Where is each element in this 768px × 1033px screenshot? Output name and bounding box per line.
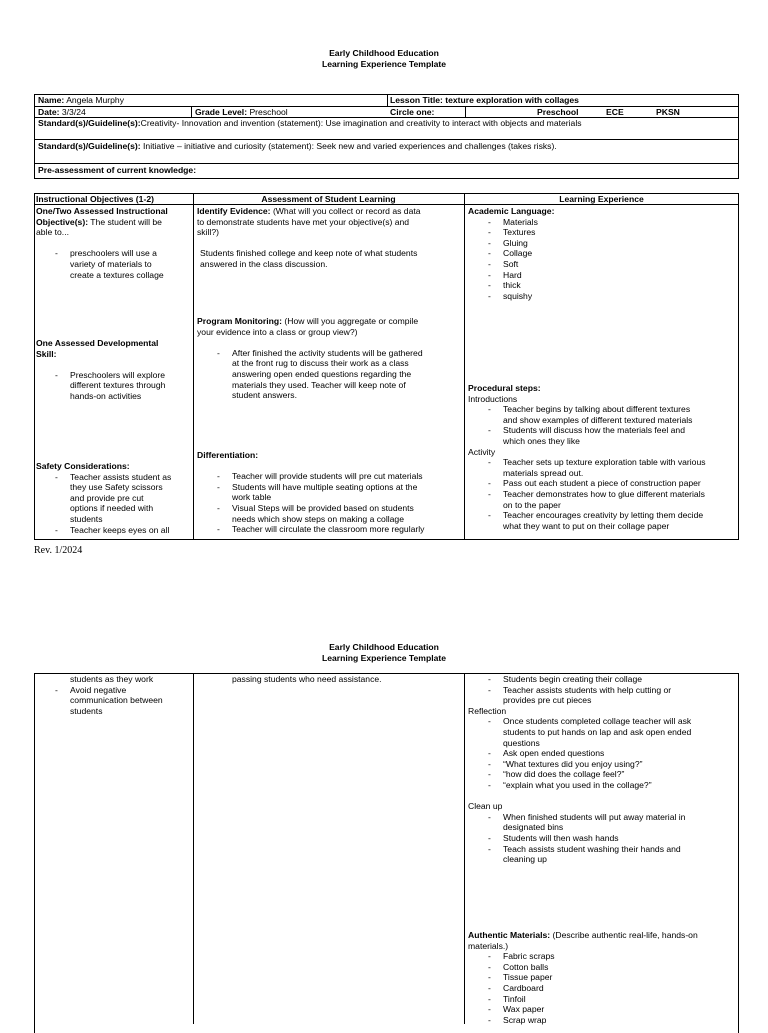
procedural-steps: Procedural steps: Introductions - Teacher begins by talking about different textures and show examples of different textured materials - Students will discuss how the materials feel and which ones they like Activity - Teacher sets up texture exploration table with various materials spread out. - Pass out each student a piece of construction paper - Teacher demonstrates how to glue different materials on to the paper - Teacher encourages creativity by letting them decide what they want to put on their collage paper <box>468 383 738 531</box>
list-item: - thick <box>503 280 738 291</box>
circle-one-label: Circle one: <box>390 107 435 117</box>
list-item: - Hard <box>503 270 738 281</box>
list-item: - Pass out each student a piece of construction paper <box>503 478 738 489</box>
list-item: - Tissue paper <box>503 972 738 983</box>
list-item: - After finished the activity students will be gathered at the front rug to discuss their work as a class answering open ended questions regarding the materials they used. Teacher will keep note of student answers. <box>232 348 462 401</box>
safety-considerations: Safety Considerations: - Teacher assists student as they use Safety scissors and provide pre cut options if needed with students - Teacher keeps eyes on all <box>36 461 191 535</box>
list-item: - Teacher encourages creativity by letting them decide what they want to put on their collage paper <box>503 510 738 531</box>
list-item: - Teacher sets up texture exploration table with various materials spread out. <box>503 457 738 478</box>
grade-level-field: Grade Level: Preschool <box>195 107 288 117</box>
list-item: - “What textures did you enjoy using?” <box>503 759 738 770</box>
list-item: - Students will have multiple seating options at the work table <box>232 482 462 503</box>
page2-header-subtitle: Learning Experience Template <box>321 653 446 663</box>
list-item: - Materials <box>503 217 738 228</box>
authentic-materials: Authentic Materials: (Describe authentic real-life, hands-on materials.) - Fabric scraps - Cotton balls - Tissue paper - Cardboard - Tinfoil - Wax paper - Scrap wrap <box>468 930 738 1025</box>
list-item: - Wax paper <box>503 1004 738 1015</box>
learning-experience-continued <box>468 674 738 865</box>
list-item: - “how did does the collage feel?” <box>503 769 738 780</box>
header-assessment: Assessment of Student Learning <box>261 194 396 204</box>
list-item: students as they work <box>70 674 154 684</box>
list-item: - When finished students will put away material in designated bins <box>503 812 738 833</box>
circle-option-ece: ECE <box>606 107 624 117</box>
header-instructional-objectives: Instructional Objectives (1-2) <box>36 194 154 204</box>
differentiation: Differentiation: - Teacher will provide students will pre cut materials - Students will have multiple seating options at the work table - Visual Steps will be provided based on students needs which show steps on making a collage - Teacher will circulate the classroom more regularly <box>197 450 462 535</box>
list-item: - Teacher will circulate the classroom more regularly <box>232 524 462 535</box>
assessment-evidence: Identify Evidence: (What will you collect or record as data to demonstrate students have met your objective(s) and skill?) Students finished college and keep note of what students answered in the class discussion. <box>197 206 421 269</box>
standard-2: Standard(s)/Guideline(s): Initiative – initiative and curiosity (statement): Seek new and varied experiences and challenges (takes risks). <box>38 141 557 151</box>
list-item: - Teacher demonstrates how to glue different materials on to the paper <box>503 489 738 510</box>
list-item: - Students begin creating their collage <box>503 674 738 685</box>
list-item: - Teacher assists students with help cutting or provides pre cut pieces <box>503 685 738 706</box>
list-item: - Teacher begins by talking about different textures and show examples of different textured materials <box>503 404 738 425</box>
revision-note: Rev. 1/2024 <box>34 545 83 556</box>
list-item: - Tinfoil <box>503 994 738 1005</box>
list-item: - Collage <box>503 248 738 259</box>
lesson-title-field: Lesson Title: texture exploration with collages <box>390 95 579 105</box>
circle-option-pksn: PKSN <box>656 107 680 117</box>
list-item: - Teach assists student washing their hands and cleaning up <box>503 844 738 865</box>
pre-assessment-label: Pre-assessment of current knowledge: <box>38 165 197 175</box>
list-item: - Gluing <box>503 238 738 249</box>
header-learning-experience: Learning Experience <box>559 194 644 204</box>
academic-language: Academic Language: - Materials - Textures - Gluing - Collage - Soft - Hard - thick - squishy <box>468 206 738 301</box>
standard-1: Standard(s)/Guideline(s):Creativity- Innovation and invention (statement): Use imagination and creativity to interact with objects and materials <box>38 118 582 128</box>
list-item: - “explain what you used in the collage?” <box>503 780 738 791</box>
objective-list <box>70 248 191 280</box>
name-field: Name: Angela Murphy <box>38 95 125 105</box>
page-header-title: Early Childhood Education <box>329 48 439 58</box>
page-header-subtitle: Learning Experience Template <box>321 59 446 69</box>
list-item: - Fabric scraps <box>503 951 738 962</box>
list-item: - Teacher assists student as they use Safety scissors and provide pre cut options if needed with students <box>70 472 191 525</box>
objectives-column-continued <box>36 674 191 716</box>
list-item: - Ask open ended questions <box>503 748 738 759</box>
reflection-label: Reflection <box>468 705 507 716</box>
date-field: Date: 3/3/24 <box>38 107 86 117</box>
circle-option-preschool: Preschool <box>537 107 579 117</box>
objectives-column: One/Two Assessed Instructional Objective(s): The student will be able to... - preschoolers will use a variety of materials to create a textures collage <box>36 206 191 280</box>
list-item: - Visual Steps will be provided based on students needs which show steps on making a collage <box>232 503 462 524</box>
list-item: - Cotton balls <box>503 962 738 973</box>
list-item: - squishy <box>503 291 738 302</box>
list-item: - Students will then wash hands <box>503 833 738 844</box>
list-item: - Textures <box>503 227 738 238</box>
list-item: - Students will discuss how the materials feel and which ones they like <box>503 425 738 446</box>
list-item: - Avoid negative communication between students <box>70 685 191 717</box>
list-item: - Once students completed collage teacher will ask students to put hands on lap and ask open ended questions <box>503 716 738 748</box>
list-item: - Scrap wrap <box>503 1015 738 1026</box>
list-item: - Preschoolers will explore different textures through hands-on activities <box>70 370 191 402</box>
developmental-skill: One Assessed Developmental Skill: - Preschoolers will explore different textures through hands-on activities <box>36 338 191 402</box>
page2-header-title: Early Childhood Education <box>329 642 439 652</box>
list-item: - preschoolers will use a variety of materials to create a textures collage <box>70 248 191 280</box>
list-item: - Cardboard <box>503 983 738 994</box>
assessment-column-continued: passing students who need assistance. <box>232 674 382 684</box>
clean-up-label: Clean up <box>468 801 503 812</box>
program-monitoring: Program Monitoring: (How will you aggregate or compile your evidence into a class or group view?) - After finished the activity students will be gathered at the front rug to discuss their work as a class answering open ended questions regarding the materials they used. Teacher will keep note of student answers. <box>197 316 462 401</box>
list-item: - Soft <box>503 259 738 270</box>
list-item: - Teacher keeps eyes on all <box>70 525 191 536</box>
list-item: - Teacher will provide students will pre cut materials <box>232 471 462 482</box>
